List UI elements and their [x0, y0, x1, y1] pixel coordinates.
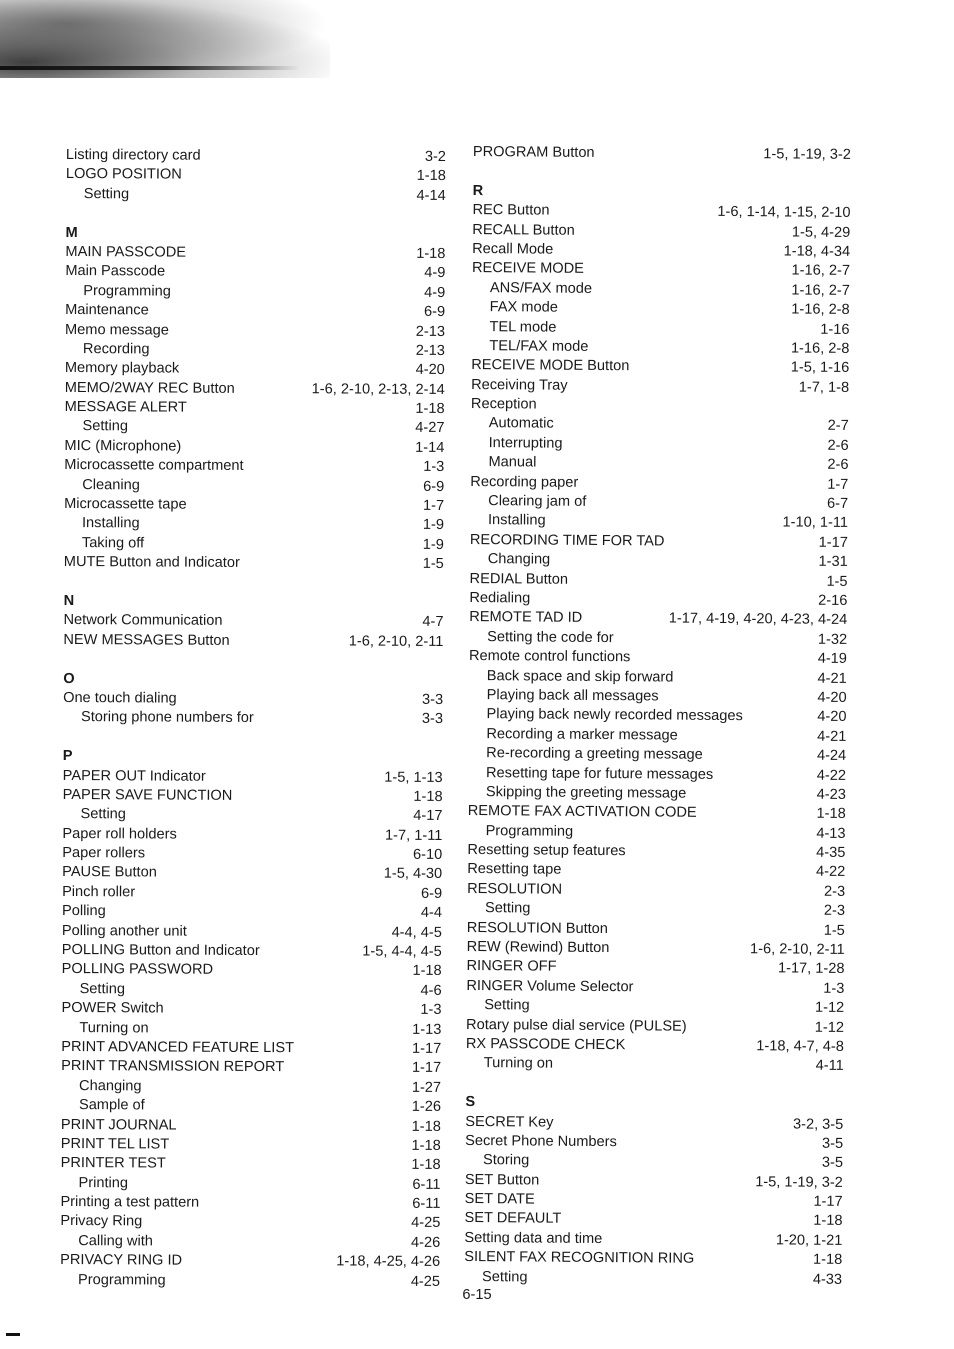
entry-pages: 4-13: [816, 825, 846, 842]
entry-pages: 4-33: [812, 1271, 843, 1288]
index-entry: [60, 1212, 440, 1233]
index-subentry: [466, 1054, 844, 1076]
entry-pages: 3-3: [421, 711, 444, 728]
entry-term: POWER Switch: [61, 1000, 164, 1017]
entry-pages: 1-17, 1-28: [777, 960, 845, 978]
index-entry: [62, 960, 442, 981]
entry-term: Programming: [78, 1271, 166, 1289]
entry-term: RECEIVE MODE: [471, 260, 584, 278]
entry-term: Storing phone numbers for: [80, 709, 254, 727]
entry-pages: 1-5, 4-4, 4-5: [362, 943, 442, 960]
index-entry: [65, 379, 445, 400]
entry-term: PRINT TRANSMISSION REPORT: [61, 1058, 285, 1076]
entry-pages: 3-5: [821, 1135, 844, 1152]
entry-term: MEMO/2WAY REC Button: [64, 379, 235, 397]
entry-pages: 4-26: [411, 1234, 441, 1251]
entry-pages: 1-18: [812, 1251, 843, 1269]
entry-pages: 4-11: [815, 1058, 844, 1075]
entry-pages: 6-9: [420, 885, 443, 902]
entry-pages: 1-31: [818, 553, 848, 571]
entry-term: Recall Mode: [472, 240, 554, 258]
entry-pages: 1-3: [823, 980, 845, 997]
entry-term: Re-recording a greeting message: [486, 745, 703, 763]
entry-term: PRINTER TEST: [60, 1155, 166, 1172]
index-entry: [63, 689, 443, 710]
entry-term: Clearing jam of: [488, 493, 587, 510]
section-letter: P: [62, 748, 73, 765]
entry-pages: 6-10: [413, 846, 443, 864]
entry-term: Resetting setup features: [467, 842, 626, 860]
entry-pages: 1-6, 1-14, 1-15, 2-10: [717, 204, 851, 222]
entry-pages: 2-6: [827, 437, 849, 454]
index-entry: [62, 902, 442, 923]
index-subentry: [64, 417, 444, 438]
entry-term: Resetting tape: [467, 861, 562, 879]
entry-term: Polling: [61, 903, 106, 920]
index-entry: [65, 262, 445, 283]
entry-pages: 1-16, 2-8: [790, 340, 850, 357]
entry-term: Setting: [82, 418, 129, 435]
entry-term: Playing back all messages: [486, 687, 659, 705]
entry-pages: 1-5: [422, 556, 444, 573]
index-entry: [66, 146, 446, 167]
entry-term: SET Button: [464, 1171, 540, 1189]
index-entry: [61, 1154, 441, 1175]
index-subentry: [62, 805, 442, 826]
entry-term: TEL/FAX mode: [489, 338, 589, 355]
entry-term: Recording paper: [470, 473, 579, 491]
entry-term: Setting: [83, 185, 130, 203]
entry-pages: 1-27: [411, 1079, 442, 1096]
entry-term: RINGER OFF: [466, 958, 557, 976]
entry-term: Taking off: [81, 534, 145, 552]
entry-pages: 4-22: [816, 864, 846, 881]
index-entry: [60, 1251, 440, 1272]
entry-term: TEL mode: [489, 318, 557, 336]
index-entry: [62, 922, 442, 943]
entry-pages: 1-18, 4-7, 4-8: [756, 1038, 844, 1055]
entry-term: REC Button: [472, 202, 550, 219]
entry-term: Rotary pulse dial service (PULSE): [466, 1016, 687, 1035]
entry-term: MESSAGE ALERT: [64, 399, 187, 416]
index-subentry: [63, 708, 443, 729]
entry-term: Maintenance: [65, 302, 149, 319]
section-letter: S: [465, 1094, 476, 1111]
entry-term: Redialing: [469, 589, 531, 607]
section-letter: O: [63, 670, 75, 687]
entry-pages: 1-12: [814, 999, 845, 1017]
entry-term: Recording a marker message: [486, 725, 678, 744]
index-column-left: [60, 146, 446, 1292]
entry-term: Turning on: [79, 1019, 149, 1037]
entry-term: PRIVACY RING ID: [60, 1252, 183, 1269]
entry-pages: 4-19: [817, 650, 848, 668]
entry-pages: 2-6: [827, 457, 849, 474]
entry-term: Setting data and time: [464, 1229, 603, 1247]
entry-term: POLLING PASSWORD: [61, 961, 214, 979]
entry-term: RX PASSCODE CHECK: [465, 1035, 626, 1054]
entry-pages: 1-9: [422, 536, 444, 553]
entry-pages: 1-18, 4-34: [783, 243, 851, 260]
entry-term: RECEIVE MODE Button: [471, 357, 630, 375]
entry-pages: 4-23: [816, 786, 846, 803]
entry-term: PAPER SAVE FUNCTION: [62, 786, 233, 804]
entry-pages: 4-20: [817, 689, 847, 706]
entry-pages: 3-2, 3-5: [792, 1116, 844, 1133]
entry-term: Printing: [78, 1174, 129, 1192]
entry-term: Installing: [81, 515, 140, 532]
entry-term: Pinch roller: [62, 883, 136, 901]
entry-term: Receiving Tray: [471, 376, 568, 394]
entry-pages: 1-18: [416, 168, 446, 185]
entry-pages: 1-18: [416, 245, 446, 262]
entry-term: Setting the code for: [487, 628, 614, 646]
entry-pages: 1-32: [817, 631, 848, 648]
entry-term: Playing back newly recorded messages: [486, 706, 743, 725]
entry-term: PRINT ADVANCED FEATURE LIST: [61, 1038, 295, 1057]
entry-pages: 1-5, 1-19, 3-2: [763, 146, 851, 163]
entry-pages: 2-7: [827, 418, 849, 435]
entry-term: SECRET Key: [465, 1113, 554, 1131]
index-subentry: [64, 514, 444, 535]
entry-term: Main Passcode: [65, 263, 166, 280]
entry-term: Setting: [484, 997, 530, 1014]
entry-pages: 4-20: [415, 362, 445, 379]
entry-term: Reception: [470, 396, 537, 413]
entry-pages: 4-6: [420, 982, 442, 999]
entry-pages: 4-14: [416, 187, 446, 204]
entry-pages: 1-26: [411, 1098, 442, 1116]
entry-term: Listing directory card: [65, 146, 201, 164]
index-entry: [61, 1116, 441, 1137]
entry-pages: 4-22: [816, 767, 847, 784]
entry-term: Microcassette tape: [64, 496, 187, 513]
entry-pages: 6-9: [424, 304, 446, 321]
entry-pages: 1-12: [814, 1019, 845, 1036]
entry-pages: 1-9: [422, 517, 445, 534]
index-column-right: [464, 143, 851, 1290]
section-letter: R: [472, 182, 484, 199]
entry-pages: 1-18: [413, 788, 443, 805]
entry-term: MAIN PASSCODE: [65, 243, 187, 261]
index-subentry: [61, 1019, 441, 1040]
entry-pages: 4-27: [415, 420, 445, 437]
index-entry: [60, 1193, 440, 1214]
entry-pages: 1-16, 2-7: [791, 282, 850, 299]
entry-term: Changing: [487, 551, 551, 568]
entry-term: Changing: [79, 1077, 142, 1095]
entry-pages: 2-16: [818, 592, 848, 609]
entry-pages: 1-18: [816, 806, 846, 823]
entry-pages: 1-10, 1-11: [782, 514, 849, 532]
entry-pages: 1-18: [411, 1157, 441, 1174]
index-subentry: [65, 282, 445, 303]
index-entry: [65, 359, 445, 380]
entry-pages: 4-4, 4-5: [391, 924, 442, 941]
entry-term: Programming: [83, 282, 171, 300]
entry-pages: 4-21: [817, 670, 847, 687]
entry-term: Storing: [482, 1152, 530, 1169]
entry-pages: 1-5, 1-16: [790, 359, 850, 377]
entry-pages: 1-5, 1-19, 3-2: [755, 1173, 843, 1191]
entry-term: PROGRAM Button: [472, 143, 595, 161]
entry-pages: 1-7, 1-8: [798, 379, 850, 396]
entry-pages: 3-5: [821, 1155, 844, 1172]
entry-pages: 6-9: [423, 478, 445, 495]
index-subentry: [61, 1174, 441, 1195]
entry-pages: 1-5: [826, 573, 848, 590]
entry-term: Turning on: [483, 1055, 554, 1073]
entry-term: Setting: [79, 980, 126, 998]
entry-pages: 1-6, 2-10, 2-11: [749, 941, 845, 958]
entry-term: Remote control functions: [468, 648, 631, 666]
entry-term: REMOTE FAX ACTIVATION CODE: [467, 803, 697, 822]
index-entry: [66, 165, 446, 186]
entry-term: Installing: [487, 512, 546, 530]
entry-term: Setting: [80, 806, 126, 823]
entry-pages: 4-4: [420, 905, 443, 922]
entry-pages: 1-5, 4-30: [383, 866, 443, 883]
index-entry: [61, 1135, 441, 1156]
index-entry: [61, 1057, 441, 1078]
index-subentry: [62, 980, 442, 1001]
entry-pages: 1-18: [813, 1213, 843, 1230]
section-letter: N: [63, 592, 75, 610]
entry-term: SET DEFAULT: [464, 1210, 562, 1228]
entry-pages: 4-35: [816, 844, 846, 862]
entry-term: FAX mode: [489, 299, 558, 316]
entry-term: NEW MESSAGES Button: [63, 631, 230, 649]
index-entry: [62, 863, 442, 884]
entry-pages: 1-7: [827, 476, 849, 493]
entry-term: Microcassette compartment: [64, 457, 244, 475]
entry-term: Privacy Ring: [60, 1213, 143, 1230]
entry-term: LOGO POSITION: [65, 166, 182, 183]
index-subentry: [65, 340, 445, 361]
entry-pages: 1-3: [420, 1002, 442, 1019]
index-entry: [61, 999, 441, 1020]
scan-edge-line: [0, 66, 300, 70]
entry-term: Setting: [482, 1268, 528, 1286]
entry-pages: 4-25: [410, 1273, 441, 1290]
entry-pages: 2-13: [415, 323, 446, 340]
entry-pages: 1-16, 2-8: [791, 301, 850, 319]
entry-term: RESOLUTION: [467, 880, 563, 898]
entry-term: One touch dialing: [63, 689, 177, 707]
page-number: 6-15: [462, 1287, 492, 1303]
entry-pages: 6-11: [412, 1195, 441, 1213]
index-subentry: [61, 1096, 441, 1117]
index-entry: [64, 553, 444, 574]
index-entry: [61, 1038, 441, 1059]
entry-pages: 4-17: [413, 808, 443, 825]
entry-term: POLLING Button and Indicator: [61, 942, 260, 960]
entry-term: Sample of: [78, 1097, 145, 1114]
entry-pages: 2-3: [823, 883, 846, 900]
entry-term: Back space and skip forward: [486, 667, 674, 686]
entry-pages: 1-17: [818, 534, 848, 551]
entry-term: REDIAL Button: [469, 570, 569, 588]
index-entry: [62, 941, 442, 962]
index-entry: [64, 437, 444, 458]
entry-term: Calling with: [78, 1232, 153, 1250]
entry-term: RINGER Volume Selector: [466, 977, 634, 996]
index-subentry: [64, 534, 444, 555]
entry-pages: 1-17: [813, 1193, 843, 1211]
entry-term: REMOTE TAD ID: [469, 609, 583, 627]
entry-term: Automatic: [488, 415, 554, 433]
entry-term: Network Communication: [63, 612, 223, 630]
entry-term: SILENT FAX RECOGNITION RING: [464, 1249, 695, 1268]
entry-pages: 1-5: [823, 922, 845, 939]
entry-pages: 1-16: [820, 321, 850, 338]
entry-term: MIC (Microphone): [64, 437, 182, 455]
entry-pages: 1-3: [423, 459, 445, 476]
index-entry: [63, 611, 443, 632]
entry-pages: 2-3: [823, 903, 846, 920]
entry-term: Paper rollers: [62, 845, 146, 862]
entry-pages: 1-18: [412, 963, 442, 980]
entry-term: Memory playback: [64, 360, 180, 377]
entry-term: Polling another unit: [61, 922, 187, 940]
index-entry: [65, 398, 445, 419]
entry-term: MUTE Button and Indicator: [63, 554, 240, 572]
entry-pages: 1-17: [412, 1040, 442, 1057]
entry-pages: 4-9: [424, 284, 446, 301]
entry-pages: 4-7: [422, 614, 444, 631]
index-subentry: [66, 185, 446, 206]
entry-term: Recording: [82, 340, 150, 358]
entry-pages: 3-2: [424, 148, 446, 165]
entry-pages: 1-6, 2-10, 2-11: [348, 633, 444, 650]
entry-pages: 1-14: [415, 439, 445, 456]
entry-term: PAPER OUT Indicator: [62, 767, 206, 785]
entry-term: REW (Rewind) Button: [466, 938, 610, 957]
entry-term: RECORDING TIME FOR TAD: [469, 531, 665, 550]
entry-term: Memo message: [64, 321, 169, 339]
index-entry: [63, 786, 443, 807]
entry-pages: 1-18: [411, 1118, 441, 1135]
index-subentry: [60, 1232, 440, 1253]
entry-term: SET DATE: [464, 1191, 535, 1208]
index-subentry: [61, 1077, 441, 1098]
entry-pages: 1-13: [412, 1021, 442, 1038]
entry-pages: 1-7, 1-11: [385, 827, 443, 844]
entry-term: Skipping the greeting message: [485, 784, 687, 802]
entry-term: Manual: [488, 454, 537, 471]
entry-pages: 4-21: [817, 728, 847, 745]
entry-term: RECALL Button: [472, 221, 575, 239]
entry-term: PRINT TEL LIST: [60, 1135, 170, 1153]
index-entry: [65, 321, 445, 342]
entry-pages: 3-3: [421, 691, 444, 708]
section-letter: M: [65, 224, 78, 241]
index-entry: [65, 301, 445, 322]
index-entry: [63, 631, 443, 652]
scan-mark: [6, 1333, 20, 1336]
entry-pages: 1-5, 1-13: [384, 769, 443, 786]
index-entry: [62, 825, 442, 846]
index-entry: [64, 495, 444, 516]
entry-pages: 1-17, 4-19, 4-20, 4-23, 4-24: [668, 610, 848, 629]
entry-pages: 1-6, 2-10, 2-13, 2-14: [311, 380, 445, 398]
index-entry: [63, 766, 443, 787]
entry-term: Interrupting: [488, 434, 563, 452]
index-entry: [64, 456, 444, 477]
entry-pages: 4-20: [817, 709, 847, 726]
index-entry: [62, 844, 442, 865]
entry-pages: 1-16, 2-7: [791, 262, 851, 280]
entry-term: Resetting tape for future messages: [485, 764, 714, 783]
entry-term: ANS/FAX mode: [489, 279, 593, 297]
entry-term: Setting: [484, 900, 531, 917]
index-entry: [62, 883, 442, 904]
entry-pages: 1-20, 1-21: [775, 1232, 843, 1249]
entry-term: Programming: [485, 822, 574, 840]
index-subentry: [64, 476, 444, 497]
index-entry: [65, 243, 445, 264]
entry-term: PAUSE Button: [62, 864, 157, 881]
entry-pages: 1-7: [422, 497, 445, 515]
entry-term: Paper roll holders: [62, 825, 177, 843]
entry-pages: 1-18: [415, 400, 445, 418]
entry-term: Cleaning: [82, 476, 140, 494]
entry-pages: 2-13: [415, 342, 445, 359]
entry-pages: 6-7: [827, 495, 849, 512]
entry-pages: 1-17: [411, 1060, 442, 1077]
entry-pages: 1-5, 4-29: [791, 224, 851, 241]
entry-term: Secret Phone Numbers: [465, 1132, 617, 1151]
entry-pages: 1-18, 4-25, 4-26: [336, 1253, 441, 1271]
entry-pages: 6-11: [412, 1176, 441, 1193]
entry-pages: 4-25: [411, 1215, 441, 1232]
index-entry: [473, 143, 851, 165]
entry-pages: 4-9: [424, 265, 446, 282]
entry-term: PRINT JOURNAL: [60, 1116, 177, 1134]
entry-term: Printing a test pattern: [60, 1194, 200, 1211]
entry-term: RESOLUTION Button: [466, 919, 609, 937]
entry-pages: 4-24: [816, 747, 847, 765]
entry-pages: 1-18: [411, 1137, 441, 1154]
